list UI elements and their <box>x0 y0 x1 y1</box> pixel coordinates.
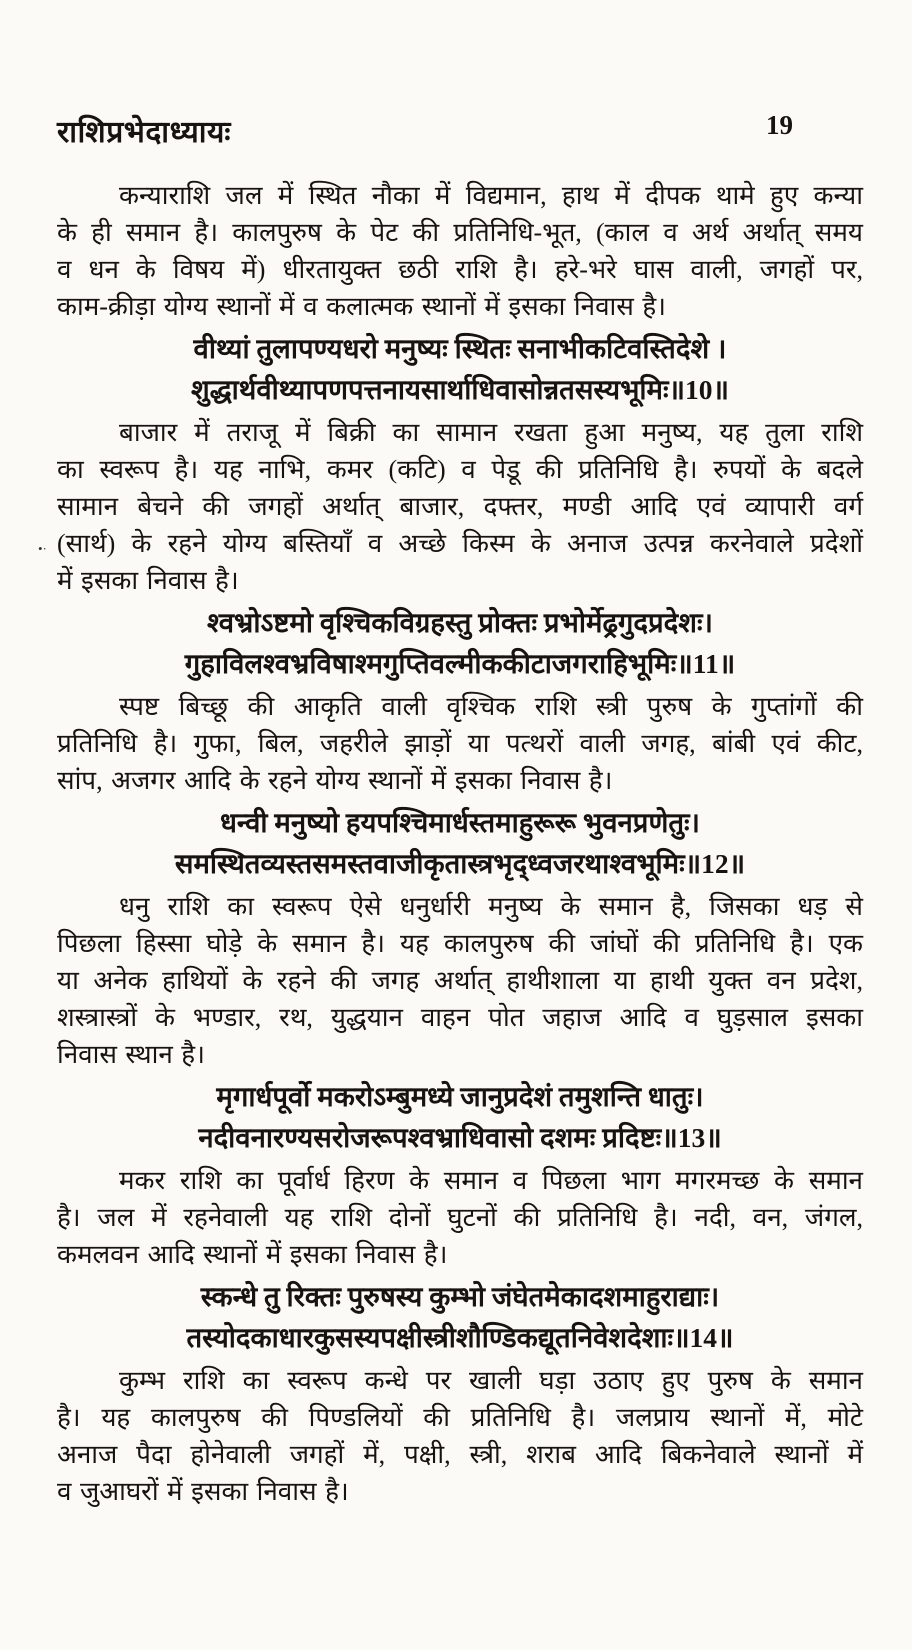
paragraph <box>57 1362 863 1510</box>
text-line: है। जल में रहनेवाली यह राशि दोनों घुटनों की प्रतिनिधि है। नदी, वन, जंगल, <box>57 1203 863 1232</box>
paragraph <box>57 177 863 325</box>
shloka <box>57 602 863 684</box>
text-line: कुम्भ राशि का स्वरूप कन्धे पर खाली घड़ा उठाए हुए पुरुष के समान <box>119 1366 863 1395</box>
shloka-line: श्वभ्रोऽष्टमो वृश्चिकविग्रहस्तु प्रोक्तः प्रभोर्मेढ्रगुदप्रदेशः। <box>207 607 713 638</box>
shloka-line: वीथ्यां तुलापण्यधरो मनुष्यः स्थितः सनाभीकटिवस्तिदेशे । <box>193 333 727 364</box>
text-line: मकर राशि का पूर्वार्ध हिरण के समान व पिछला भाग मगरमच्छ के समान <box>119 1166 863 1195</box>
text-line: अनाज पैदा होनेवाली जगहों में, पक्षी, स्त्री, शराब आदि बिकनेवाले स्थानों में <box>57 1440 863 1469</box>
text-block <box>57 177 863 1510</box>
shloka-line: समस्थितव्यस्तसमस्तवाजीकृतास्त्रभृद्ध्वजरथाश्वभूमिः॥12॥ <box>174 848 746 879</box>
paragraph <box>57 1162 863 1273</box>
paragraph <box>57 688 863 799</box>
text-line: प्रतिनिधि है। गुफा, बिल, जहरीले झाड़ों या पत्थरों वाली जगह, बांबी एवं कीट, <box>57 729 863 758</box>
page-number: 19 <box>766 110 793 140</box>
text-line: कमलवन आदि स्थानों में इसका निवास है। <box>57 1240 448 1269</box>
shloka <box>57 802 863 884</box>
text-line: काम-क्रीड़ा योग्य स्थानों में व कलात्मक स्थानों में इसका निवास है। <box>57 292 667 321</box>
text-line: व धन के विषय में) धीरतायुक्त छठी राशि है। हरे-भरे घास वाली, जगहों पर, <box>57 255 863 284</box>
text-line: कन्याराशि जल में स्थित नौका में विद्यमान, हाथ में दीपक थामे हुए कन्या <box>119 181 863 210</box>
text-line: के ही समान है। कालपुरुष के पेट की प्रतिनिधि-भूत, (काल व अर्थ अर्थात् समय <box>57 218 863 247</box>
shloka-line: स्कन्धे तु रिक्तः पुरुषस्य कुम्भो जंघेतमेकादशमाहुराद्याः। <box>200 1281 720 1312</box>
text-line: व जुआघरों में इसका निवास है। <box>57 1477 349 1506</box>
text-line: शस्त्रास्त्रों के भण्डार, रथ, युद्धयान वाहन पोत जहाज आदि व घुड़साल इसका <box>57 1003 863 1032</box>
text-line: सांप, अजगर आदि के रहने योग्य स्थानों में इसका निवास है। <box>57 766 613 795</box>
shloka-line: मृगार्धपूर्वो मकरोऽम्बुमध्ये जानुप्रदेशं तमुशन्ति धातुः। <box>216 1081 704 1112</box>
shloka-line: धन्वी मनुष्यो हयपश्चिमार्धस्तमाहुरूरू भुवनप्रणेतुः। <box>220 807 700 838</box>
text-line: स्पष्ट बिच्छू की आकृति वाली वृश्चिक राशि स्त्री पुरुष के गुप्तांगों की <box>119 692 863 721</box>
ink-smudge-artifact: •· <box>38 541 47 556</box>
text-line: बाजार में तराजू में बिक्री का सामान रखता हुआ मनुष्य, यह तुला राशि <box>119 418 863 447</box>
text-line: सामान बेचने की जगहों अर्थात् बाजार, दफ्तर, मण्डी आदि एवं व्यापारी वर्ग <box>57 492 863 521</box>
page-header <box>57 110 863 151</box>
text-line: या अनेक हाथियों के रहने की जगह अर्थात् हाथीशाला या हाथी युक्त वन प्रदेश, <box>57 966 863 995</box>
text-line: धनु राशि का स्वरूप ऐसे धनुर्धारी मनुष्य के समान है, जिसका धड़ से <box>119 892 863 921</box>
text-line: में इसका निवास है। <box>57 566 239 595</box>
shloka-line: गुहाविलश्वभ्रविषाश्मगुप्तिवल्मीककीटाजगराहिभूमिः॥11॥ <box>184 648 736 679</box>
text-line: निवास स्थान है। <box>57 1040 205 1069</box>
shloka <box>57 328 863 410</box>
shloka-line: तस्योदकाधारकुसस्यपक्षीस्त्रीशौण्डिकद्यूतनिवेशदेशाः॥14॥ <box>186 1322 734 1353</box>
shloka-line: शुद्धार्थवीथ्यापणपत्तनायसार्थाधिवासोन्नतसस्यभूमिः॥10॥ <box>191 374 729 405</box>
chapter-title: राशिप्रभेदाध्यायः <box>57 116 231 149</box>
shloka <box>57 1076 863 1158</box>
paragraph <box>57 888 863 1073</box>
page-content <box>57 110 863 1510</box>
shloka-line: नदीवनारण्यसरोजरूपश्वभ्राधिवासो दशमः प्रदिष्टः॥13॥ <box>198 1122 722 1153</box>
paragraph <box>57 414 863 599</box>
text-line: पिछला हिस्सा घोड़े के समान है। यह कालपुरुष की जांघों की प्रतिनिधि है। एक <box>57 929 863 958</box>
text-line: का स्वरूप है। यह नाभि, कमर (कटि) व पेडू की प्रतिनिधि है। रुपयों के बदले <box>57 455 863 484</box>
shloka <box>57 1276 863 1358</box>
text-line: है। यह कालपुरुष की पिण्डलियों की प्रतिनिधि है। जलप्राय स्थानों में, मोटे <box>57 1403 863 1432</box>
text-line: (सार्थ) के रहने योग्य बस्तियाँ व अच्छे किस्म के अनाज उत्पन्न करनेवाले प्रदेशों <box>57 529 863 558</box>
